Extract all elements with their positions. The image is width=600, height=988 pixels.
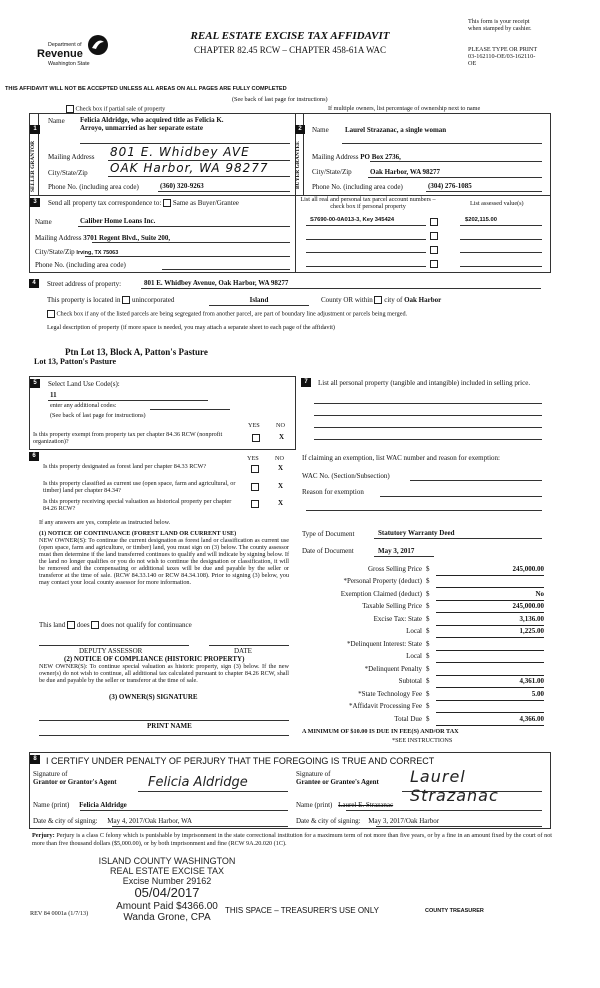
send-correspondence-label: Send all property tax correspondence to: xyxy=(48,199,162,207)
tax-row xyxy=(298,650,544,663)
reason-label: Reason for exemption xyxy=(302,488,364,496)
grantee-sig-label1: Signature of xyxy=(296,770,331,778)
grantee-name-print xyxy=(296,801,393,809)
grantee-sig-label xyxy=(296,771,379,786)
seller-name[interactable] xyxy=(80,116,290,132)
tax-row-label: *Personal Property (deduct) xyxy=(343,577,422,586)
grantee-sig-label2: Grantee or Grantee's Agent xyxy=(296,777,379,786)
print-note-1: PLEASE TYPE OR PRINT xyxy=(468,46,538,53)
city-checkbox[interactable] xyxy=(374,296,382,304)
tax-row-currency: $ xyxy=(426,714,430,723)
grantee-date-city xyxy=(296,817,439,825)
tax-row-value[interactable]: 4,366.00 xyxy=(436,713,544,726)
section-3 xyxy=(29,194,551,273)
sec3-mailing xyxy=(35,234,170,242)
land-use-code[interactable]: 11 xyxy=(50,391,57,399)
exempt-no-mark[interactable]: X xyxy=(279,433,285,441)
tax-row-currency: $ xyxy=(426,689,430,698)
section-number-5: 5 xyxy=(30,379,40,388)
tax-row-value[interactable]: 1,225.00 xyxy=(436,625,544,638)
tax-row-label: Excise Tax: State xyxy=(373,614,422,623)
tax-row xyxy=(298,675,544,688)
tax-row-value[interactable]: No xyxy=(436,588,544,601)
partial-sale xyxy=(66,105,165,113)
segregated-checkbox[interactable] xyxy=(47,310,55,318)
grantor-sig-label1: Signature of xyxy=(33,770,68,778)
tax-row-value[interactable]: 245,000.00 xyxy=(436,563,544,575)
tax-row-value[interactable] xyxy=(436,650,544,663)
this-land-label: This land xyxy=(39,621,66,629)
sec3-mailing-value[interactable]: 3701 Regent Blvd., Suite 200, xyxy=(83,234,171,242)
tax-row-label: *Delinquent Interest: State xyxy=(346,639,422,648)
tax-row-currency: $ xyxy=(426,677,430,686)
does-checkbox[interactable] xyxy=(67,621,75,629)
buyer-city-value[interactable]: Oak Harbor, WA 98277 xyxy=(370,168,441,176)
tax-row-label: Subtotal xyxy=(398,677,422,686)
county-value[interactable]: Island xyxy=(249,296,269,304)
buyer-mailing-label-text: Mailing Address xyxy=(312,153,359,161)
see-back-text: (See back of last page for instructions) xyxy=(232,96,328,103)
exempt-question: Is this property exempt from property tax per chapter 84.36 RCW (nonprofit organization)? xyxy=(33,431,223,446)
tax-row xyxy=(298,713,544,726)
certify-text: I CERTIFY UNDER PENALTY OF PERJURY THAT THE FOREGOING IS TRUE AND CORRECT xyxy=(46,756,435,766)
tax-row-currency: $ xyxy=(426,702,430,711)
section-5 xyxy=(29,376,296,450)
tax-row-value[interactable] xyxy=(436,575,544,588)
tax-row-currency: $ xyxy=(426,639,430,648)
buyer-name-label: Name xyxy=(312,126,329,134)
stamp-date: 05/04/2017 xyxy=(134,885,200,901)
city-value[interactable]: Oak Harbor xyxy=(404,296,442,304)
tax-row-label: Taxable Selling Price xyxy=(362,602,422,611)
tax-row xyxy=(298,638,544,651)
seller-name-label: Name xyxy=(48,117,65,125)
tax-row-currency: $ xyxy=(426,602,430,611)
unincorporated-label: unincorporated xyxy=(131,296,175,304)
buyer-phone-label: Phone No. (including area code) xyxy=(312,183,403,191)
buyer-city-label: City/State/Zip xyxy=(312,168,352,176)
county-label-text: County OR within xyxy=(321,296,373,304)
receipt-note xyxy=(468,18,532,32)
tax-row xyxy=(298,700,544,713)
current-use-yes-checkbox[interactable] xyxy=(251,483,259,491)
grantor-date-city-value[interactable]: May 4, 2017/Oak Harbor, WA xyxy=(107,817,193,825)
tax-row-label: *Delinquent Penalty xyxy=(364,664,422,673)
form-revision: REV 84 0001a (1/7/13) xyxy=(30,910,89,917)
section-number-6: 6 xyxy=(29,452,39,461)
section-1-2 xyxy=(29,113,551,196)
partial-sale-checkbox[interactable] xyxy=(66,105,74,113)
tax-row-label: *Affidavit Processing Fee xyxy=(349,702,422,711)
assessed-header: List assessed value(s) xyxy=(470,200,524,207)
tax-row-label: Local xyxy=(406,652,422,661)
tax-row xyxy=(298,588,544,601)
tax-row-value[interactable] xyxy=(436,663,544,676)
segregated-label: Check box if any of the listed parcels are being segregated from another parcel, are part of boundary line adjustment or parcels being merged. xyxy=(56,310,408,318)
city-of-label: city of xyxy=(384,296,403,304)
grantor-date-city xyxy=(33,817,192,825)
located-line xyxy=(47,296,174,304)
legal-line1: Ptn Lot 13, Block A, Patton's Pasture xyxy=(65,347,208,357)
doc-type-value[interactable]: Statutory Warranty Deed xyxy=(378,529,455,537)
tax-row xyxy=(298,613,544,626)
tax-row-label: Local xyxy=(406,627,422,636)
dor-logo-icon xyxy=(87,34,109,56)
buyer-side-label: BUYER GRANTEE xyxy=(295,141,301,189)
deputy-assessor-label: DEPUTY ASSESSOR xyxy=(79,647,143,655)
tax-row-value[interactable]: 3,136.00 xyxy=(436,613,544,626)
grantee-date-city-label: Date & city of signing: xyxy=(296,817,361,825)
same-as-buyer-label: Same as Buyer/Grantee xyxy=(172,199,239,207)
stamp-amount: Amount Paid $4366.00 xyxy=(116,900,218,912)
does-not-checkbox[interactable] xyxy=(91,621,99,629)
grantor-signature[interactable]: Felicia Aldridge xyxy=(148,775,248,790)
section-number-8: 8 xyxy=(30,755,40,764)
tax-row-currency: $ xyxy=(426,627,430,636)
doc-date-label: Date of Document xyxy=(302,547,354,555)
county-treasurer: COUNTY TREASURER xyxy=(425,908,484,914)
land-use-label: Select Land Use Code(s): xyxy=(48,380,120,388)
historic-no-mark[interactable]: X xyxy=(278,499,284,507)
grantor-sig-label xyxy=(33,771,117,786)
seller-side-label: SELLER GRANTOR xyxy=(30,140,36,192)
does-label: does xyxy=(76,621,90,629)
tax-row xyxy=(298,600,544,613)
print-note xyxy=(468,46,537,67)
doc-date-value[interactable]: May 3, 2017 xyxy=(378,547,415,555)
section-8 xyxy=(29,752,551,829)
tax-row-currency: $ xyxy=(426,664,430,673)
tax-row-value[interactable] xyxy=(436,700,544,713)
print-name-label: PRINT NAME xyxy=(147,722,192,730)
sec3-mailing-label: Mailing Address xyxy=(35,234,82,242)
grantor-name-print-value[interactable]: Felicia Aldridge xyxy=(79,801,127,809)
send-correspondence xyxy=(48,199,239,207)
multiple-owners-note: If multiple owners, list percentage of ownership next to name xyxy=(328,105,481,112)
exempt-yes-checkbox[interactable] xyxy=(252,434,260,442)
perjury-label: Perjury: xyxy=(32,832,55,839)
seller-name-line2: Arroyo, unmarried as her separate estate xyxy=(80,124,203,133)
stamp-line2: REAL ESTATE EXCISE TAX xyxy=(109,866,225,877)
county-label xyxy=(321,296,441,304)
grantor-sig-label2: Grantor or Grantor's Agent xyxy=(33,777,117,786)
stamp-line3: Excise Number 29162 xyxy=(122,876,212,887)
tax-row xyxy=(298,688,544,701)
does-not-label: does not qualify for continuance xyxy=(101,621,192,629)
personal-property-checkbox-1[interactable] xyxy=(430,218,438,226)
tax-row xyxy=(298,575,544,588)
grantee-signature[interactable]: Laurel Strazanac xyxy=(410,767,499,805)
tax-row-currency: $ xyxy=(426,614,430,623)
tax-row-value[interactable]: 5.00 xyxy=(436,688,544,701)
tax-row xyxy=(298,663,544,676)
sec5-no: NO xyxy=(276,422,285,429)
tax-row-label: *State Technology Fee xyxy=(358,689,422,698)
tax-row xyxy=(298,625,544,638)
parcel-header: List all real and personal tax parcel account numbers – check box if personal property xyxy=(300,196,436,211)
tax-row-value[interactable]: 245,000.00 xyxy=(436,600,544,613)
buyer-name-value[interactable]: Laurel Strazanac, a single woman xyxy=(345,126,447,134)
buyer-mailing-value[interactable]: PO Box 2736, xyxy=(360,153,401,161)
receipt-note-2: when stamped by cashier. xyxy=(468,25,532,33)
section-4 xyxy=(29,276,549,366)
treasurer-space: THIS SPACE – TREASURER'S USE ONLY xyxy=(225,906,380,915)
seller-phone-value[interactable]: (360) 320-9263 xyxy=(160,182,204,190)
form-chapter: CHAPTER 82.45 RCW – CHAPTER 458-61A WAC xyxy=(194,45,386,55)
tax-row-label: Exemption Claimed (deduct) xyxy=(340,589,422,598)
personal-property-checkbox-4[interactable] xyxy=(430,260,438,268)
tax-row xyxy=(298,563,544,575)
stamp-line1: ISLAND COUNTY WASHINGTON xyxy=(98,856,236,866)
sec6-no: NO xyxy=(275,455,284,462)
sec3-phone-label: Phone No. (including area code) xyxy=(35,261,126,269)
sec5-yes: YES xyxy=(248,422,260,429)
notice2-body: NEW OWNER(S): To continue special valuation as historic property, sign (3) below. If the new owner(s) do not wish to continue, all additional tax calculated pursuant to chapter 84.26 RCW, shall be due and payable by the seller or transferor at the time of sale. xyxy=(39,663,289,684)
sec6-yes: YES xyxy=(247,455,259,462)
grantee-name-print-value[interactable]: Laurel E. Strazanac xyxy=(338,801,394,809)
perjury-text: Perjury is a class C felony which is punishable by imprisonment in the state correctional institution for a maximum term of not more than five years, or by a fine in an amount fixed by the court of not more than five thousand dollars ($5,000.00), or by both imprisonment and fine (RCW 9A.20.020 (1C). xyxy=(32,832,553,847)
notice2-title: (2) NOTICE OF COMPLIANCE (HISTORIC PROPERTY) xyxy=(64,655,245,663)
parcel-value[interactable]: S7690-00-0A013-3, Key 345424 xyxy=(310,217,395,223)
street-value[interactable]: 801 E. Whidbey Avenue, Oak Harbor, WA 98277 xyxy=(144,279,289,287)
section-6 xyxy=(29,450,294,740)
additional-codes: enter any additional codes: xyxy=(50,402,117,409)
agency-line3: Washington State xyxy=(48,61,90,67)
segregated xyxy=(47,310,407,318)
tax-row-currency: $ xyxy=(426,652,430,661)
forest-no-mark[interactable]: X xyxy=(278,464,284,472)
legal-line2: Lot 13, Patton's Pasture xyxy=(34,357,117,366)
section-number-3: 3 xyxy=(30,198,40,207)
located-prefix: This property is located in xyxy=(47,296,121,304)
seller-city-value[interactable]: OAK Harbor, WA 98277 xyxy=(110,161,269,175)
perjury-note xyxy=(32,832,552,848)
personal-property-checkbox-3[interactable] xyxy=(430,246,438,254)
grantor-name-print-label: Name (print) xyxy=(33,801,70,809)
personal-property-label: List all personal property (tangible and intangible) included in selling price. xyxy=(318,379,531,387)
partial-sale-label: Check box if partial sale of property xyxy=(75,105,166,113)
buyer-phone-value[interactable]: (304) 276-1085 xyxy=(428,182,472,190)
same-as-buyer-checkbox[interactable] xyxy=(163,199,171,207)
seller-name-line1: Felicia Aldridge, who acquired title as Felicia K. xyxy=(80,116,224,124)
notice1-title: (1) NOTICE OF CONTINUANCE (FOREST LAND OR CURRENT USE) xyxy=(39,530,237,537)
wac-label: WAC No. (Section/Subsection) xyxy=(302,472,390,480)
form-title: REAL ESTATE EXCISE TAX AFFIDAVIT xyxy=(190,30,390,42)
section-7 xyxy=(298,376,549,744)
assessed-value[interactable]: $202,115.00 xyxy=(465,217,497,223)
tax-row-label: Gross Selling Price xyxy=(367,564,422,573)
tax-row-value[interactable]: 4,361.00 xyxy=(436,675,544,688)
section-number-7: 7 xyxy=(301,378,311,387)
deputy-date-label: DATE xyxy=(234,647,252,655)
agency-line2: Revenue xyxy=(37,48,83,60)
warning-text: THIS AFFIDAVIT WILL NOT BE ACCEPTED UNLESS ALL AREAS ON ALL PAGES ARE FULLY COMPLETED xyxy=(5,86,287,92)
sec5-see-back: (See back of last page for instructions) xyxy=(50,412,146,419)
sec3-name-label: Name xyxy=(35,218,52,226)
this-land-line xyxy=(39,621,192,629)
buyer-mailing-label xyxy=(312,153,401,161)
doc-type-label: Type of Document xyxy=(302,530,355,538)
personal-property-checkbox-2[interactable] xyxy=(430,232,438,240)
historic-question: Is this property receiving special valuation as historical property per chapter 84.26 RCW? xyxy=(43,498,232,513)
receipt-note-1: This form is your receipt xyxy=(468,18,530,25)
dor-logo xyxy=(35,34,105,72)
agency-line1: Department of xyxy=(48,42,82,48)
seller-mailing-value[interactable]: 801 E. Whidbey AVE xyxy=(110,145,250,159)
notice1-body: NEW OWNER(S): To continue the current designation as forest land or classification as current use (open space, farm and agriculture, or timber) land, you must sign on (3) below. The county assessor must then determine if the land transferred continues to qualify and will indicate by signing below. If the land no longer qualifies or you do not wish to continue the designation or classification, it will be removed and the compensating or additional taxes will be due and payable by the seller or transferor at the time of sale. (RCW 84.33.140 or RCW 84.34.108). Prior to signing (3) below, you may contact your local county assessor for more information. xyxy=(39,537,289,586)
tax-row-value[interactable] xyxy=(436,638,544,651)
if-yes-note: If any answers are yes, complete as instructed below. xyxy=(39,519,171,526)
minimum-note: A MINIMUM OF $10.00 IS DUE IN FEE(S) AND/OR TAX xyxy=(302,728,459,735)
see-instructions: *SEE INSTRUCTIONS xyxy=(392,737,453,744)
tax-table xyxy=(298,563,544,726)
tax-row-currency: $ xyxy=(426,577,430,586)
current-use-no-mark[interactable]: X xyxy=(278,482,284,490)
forest-question: Is this property designated as forest land per chapter 84.33 RCW? xyxy=(43,463,207,470)
grantor-name-print xyxy=(33,801,127,809)
section-number-1: 1 xyxy=(30,125,40,134)
tax-row-label: Total Due xyxy=(394,714,422,723)
forest-yes-checkbox[interactable] xyxy=(251,465,259,473)
historic-yes-checkbox[interactable] xyxy=(251,500,259,508)
stamp-signer: Wanda Grone, CPA xyxy=(123,911,211,923)
section-number-2: 2 xyxy=(295,125,305,134)
grantee-date-city-value[interactable]: May 3, 2017/Oak Harbor xyxy=(368,817,440,825)
sec3-city-label: City/State/Zip xyxy=(35,248,75,256)
sec3-name-value[interactable]: Caliber Home Loans Inc. xyxy=(80,217,156,225)
print-note-3: OE xyxy=(468,60,477,68)
unincorporated-checkbox[interactable] xyxy=(122,296,130,304)
section-number-4: 4 xyxy=(29,279,39,288)
seller-mailing-label: Mailing Address xyxy=(48,153,95,161)
grantee-name-print-label: Name (print) xyxy=(296,801,333,809)
legal-label: Legal description of property (if more space is needed, you may attach a separate sheet to each page of the affidavit) xyxy=(47,324,335,331)
seller-city-label: City/State/Zip xyxy=(48,169,88,177)
current-use-question: Is this property classified as current use (open space, farm and agricultural, or timber) land per chapter 84.34? xyxy=(43,480,236,495)
exemption-label: If claiming an exemption, list WAC number and reason for exemption: xyxy=(302,454,500,462)
seller-phone-label: Phone No. (including area code) xyxy=(48,183,139,191)
print-note-2: 03-162110-OE/03-162110- xyxy=(468,53,536,61)
grantor-date-city-label: Date & city of signing: xyxy=(33,817,98,825)
owner-signature-label: (3) OWNER(S) SIGNATURE xyxy=(109,693,198,701)
tax-row-currency: $ xyxy=(426,564,430,573)
street-label: Street address of property: xyxy=(47,280,122,288)
tax-row-currency: $ xyxy=(426,589,430,598)
sec3-city-value[interactable]: Irving, TX 75063 xyxy=(76,250,119,256)
